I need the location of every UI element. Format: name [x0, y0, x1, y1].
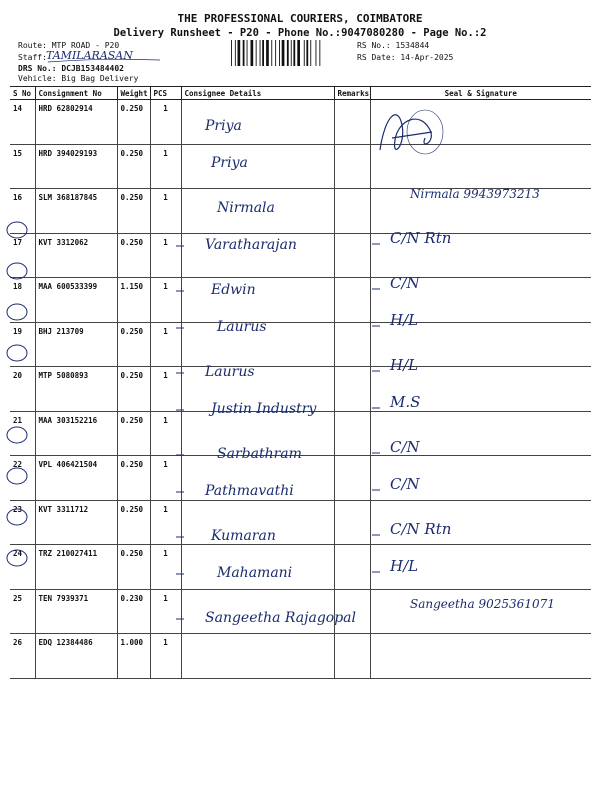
consignee-handwriting: Edwin — [211, 282, 256, 298]
consignee-handwriting: Kumaran — [211, 528, 276, 544]
remarks-cell — [334, 322, 370, 367]
weight-cell: 1.000 — [117, 634, 150, 679]
signature-cell — [370, 634, 591, 679]
pcs-cell: 1 — [150, 100, 181, 145]
col-pcs: PCS — [150, 87, 181, 100]
weight-cell: 1.150 — [117, 278, 150, 323]
consignee-handwriting: Priya — [205, 118, 242, 134]
remarks-cell — [334, 100, 370, 145]
sno-cell: 20 — [10, 367, 35, 412]
pcs-cell: 1 — [150, 634, 181, 679]
consignment-cell: HRD 62802914 — [35, 100, 117, 145]
pcs-cell: 1 — [150, 500, 181, 545]
sno-cell: 25 — [10, 589, 35, 634]
staff-handwritten-name — [44, 43, 164, 67]
consignee-handwriting: Pathmavathi — [205, 483, 294, 499]
table-row — [10, 456, 591, 501]
consignee-handwriting: Priya — [211, 155, 248, 171]
signature-cell — [370, 100, 591, 145]
consignment-cell: TRZ 210027411 — [35, 545, 117, 590]
remark-handwriting: C/N — [390, 475, 420, 493]
remarks-cell — [334, 367, 370, 412]
pcs-cell: 1 — [150, 144, 181, 189]
consignment-cell: MAA 600533399 — [35, 278, 117, 323]
sno-cell: 22 — [10, 456, 35, 501]
pcs-cell: 1 — [150, 278, 181, 323]
remarks-cell — [334, 589, 370, 634]
rs-date: RS Date: 14-Apr-2025 — [357, 53, 454, 62]
weight-cell: 0.250 — [117, 500, 150, 545]
table-header-row — [10, 87, 591, 100]
consignment-cell: KVT 3311712 — [35, 500, 117, 545]
sno-cell: 26 — [10, 634, 35, 679]
signature-cell — [370, 411, 591, 456]
route-label: Route: MTP ROAD - P20 — [18, 41, 120, 50]
pcs-cell: 1 — [150, 367, 181, 412]
staff-label: Staff: — [18, 53, 47, 62]
col-remarks: Remarks — [334, 87, 370, 100]
weight-cell: 0.250 — [117, 233, 150, 278]
consignee-cell — [181, 411, 334, 456]
pcs-cell: 1 — [150, 545, 181, 590]
signature-cell — [370, 322, 591, 367]
table-row — [10, 100, 591, 145]
remarks-cell — [334, 189, 370, 234]
table-row — [10, 367, 591, 412]
remark-handwriting: C/N Rtn — [390, 520, 452, 538]
pcs-cell: 1 — [150, 322, 181, 367]
table-row — [10, 144, 591, 189]
signature-cell — [370, 189, 591, 234]
consignment-cell: MTP 5080893 — [35, 367, 117, 412]
remark-handwriting: H/L — [390, 356, 419, 374]
weight-cell: 0.230 — [117, 589, 150, 634]
table-row — [10, 589, 591, 634]
consignment-cell: EDQ 12384486 — [35, 634, 117, 679]
rs-number: RS No.: 1534844 — [357, 41, 430, 50]
signature-cell — [370, 233, 591, 278]
company-title: THE PROFESSIONAL COURIERS, COIMBATORE — [177, 12, 423, 25]
sno-cell: 21 — [10, 411, 35, 456]
col-consignment: Consignment No — [35, 87, 117, 100]
pcs-cell: 1 — [150, 233, 181, 278]
sno-cell: 16 — [10, 189, 35, 234]
consignee-handwriting: Sangeetha Rajagopal — [205, 610, 356, 626]
signature-cell — [370, 545, 591, 590]
remarks-cell — [334, 233, 370, 278]
pcs-cell: 1 — [150, 589, 181, 634]
consignment-cell: BHJ 213709 — [35, 322, 117, 367]
signature-cell — [370, 456, 591, 501]
consignee-cell — [181, 322, 334, 367]
staff-handwriting: TAMILARASAN — [46, 49, 133, 62]
table-row — [10, 278, 591, 323]
table-row — [10, 189, 591, 234]
weight-cell: 0.250 — [117, 322, 150, 367]
remarks-cell — [334, 278, 370, 323]
remarks-cell — [334, 634, 370, 679]
remarks-cell — [334, 545, 370, 590]
weight-cell: 0.250 — [117, 144, 150, 189]
remark-handwriting: C/N Rtn — [390, 229, 452, 247]
pcs-cell: 1 — [150, 411, 181, 456]
col-weight: Weight — [117, 87, 150, 100]
sno-cell: 24 — [10, 545, 35, 590]
col-consignee: Consignee Details — [181, 87, 334, 100]
table-row — [10, 411, 591, 456]
sno-cell: 15 — [10, 144, 35, 189]
signature-cell — [370, 278, 591, 323]
weight-cell: 0.250 — [117, 545, 150, 590]
remark-handwriting: H/L — [390, 557, 419, 575]
consignee-cell — [181, 189, 334, 234]
remark-handwriting: C/N — [390, 438, 420, 456]
sno-cell: 18 — [10, 278, 35, 323]
remark-handwriting: Nirmala 9943973213 — [410, 187, 540, 201]
remark-handwriting: Sangeetha 9025361071 — [410, 597, 555, 611]
remarks-cell — [334, 144, 370, 189]
sno-cell: 17 — [10, 233, 35, 278]
pcs-cell: 1 — [150, 456, 181, 501]
signature-cell — [370, 589, 591, 634]
consignment-cell: VPL 406421504 — [35, 456, 117, 501]
consignee-handwriting: Laurus — [217, 319, 267, 335]
sno-cell: 19 — [10, 322, 35, 367]
consignee-cell — [181, 634, 334, 679]
consignment-cell: SLM 368187845 — [35, 189, 117, 234]
sno-cell: 14 — [10, 100, 35, 145]
drs-number: DRS No.: DCJB153484402 — [18, 64, 124, 73]
runsheet-table — [10, 86, 591, 679]
remark-handwriting: M.S — [390, 393, 421, 411]
table-row — [10, 634, 591, 679]
consignee-cell — [181, 589, 334, 634]
weight-cell: 0.250 — [117, 189, 150, 234]
consignee-cell — [181, 545, 334, 590]
remarks-cell — [334, 456, 370, 501]
consignee-handwriting: Laurus — [205, 364, 255, 380]
consignee-cell — [181, 367, 334, 412]
weight-cell: 0.250 — [117, 456, 150, 501]
sno-cell: 23 — [10, 500, 35, 545]
col-sno: S No — [10, 87, 35, 100]
signature-cell — [370, 367, 591, 412]
consignee-cell — [181, 278, 334, 323]
weight-cell: 0.250 — [117, 100, 150, 145]
consignee-handwriting: Varatharajan — [205, 237, 297, 253]
consignee-cell — [181, 456, 334, 501]
signature-cell — [370, 144, 591, 189]
remarks-cell — [334, 500, 370, 545]
table-row — [10, 545, 591, 590]
remark-handwriting: H/L — [390, 311, 419, 329]
consignee-cell — [181, 144, 334, 189]
vehicle-label: Vehicle: Big Bag Delivery — [18, 74, 139, 83]
consignee-cell — [181, 233, 334, 278]
signature-cell — [370, 500, 591, 545]
runsheet-subtitle: Delivery Runsheet - P20 - Phone No.:9047080280 - Page No.:2 — [113, 27, 487, 39]
weight-cell: 0.250 — [117, 411, 150, 456]
table-row — [10, 322, 591, 367]
consignee-handwriting: Sarbathram — [217, 446, 302, 462]
consignee-handwriting: Justin Industry — [211, 401, 317, 417]
consignee-cell — [181, 500, 334, 545]
consignee-cell — [181, 100, 334, 145]
consignee-handwriting: Mahamani — [217, 565, 293, 581]
consignment-cell: TEN 7939371 — [35, 589, 117, 634]
weight-cell: 0.250 — [117, 367, 150, 412]
table-row — [10, 233, 591, 278]
table-row — [10, 500, 591, 545]
remark-handwriting: C/N — [390, 274, 420, 292]
pcs-cell: 1 — [150, 189, 181, 234]
consignment-cell: MAA 303152216 — [35, 411, 117, 456]
remarks-cell — [334, 411, 370, 456]
barcode-image — [230, 40, 348, 66]
consignment-cell: KVT 3312062 — [35, 233, 117, 278]
consignee-handwriting: Nirmala — [217, 200, 275, 216]
consignment-cell: HRD 394029193 — [35, 144, 117, 189]
col-seal-signature: Seal & Signature — [370, 87, 591, 100]
